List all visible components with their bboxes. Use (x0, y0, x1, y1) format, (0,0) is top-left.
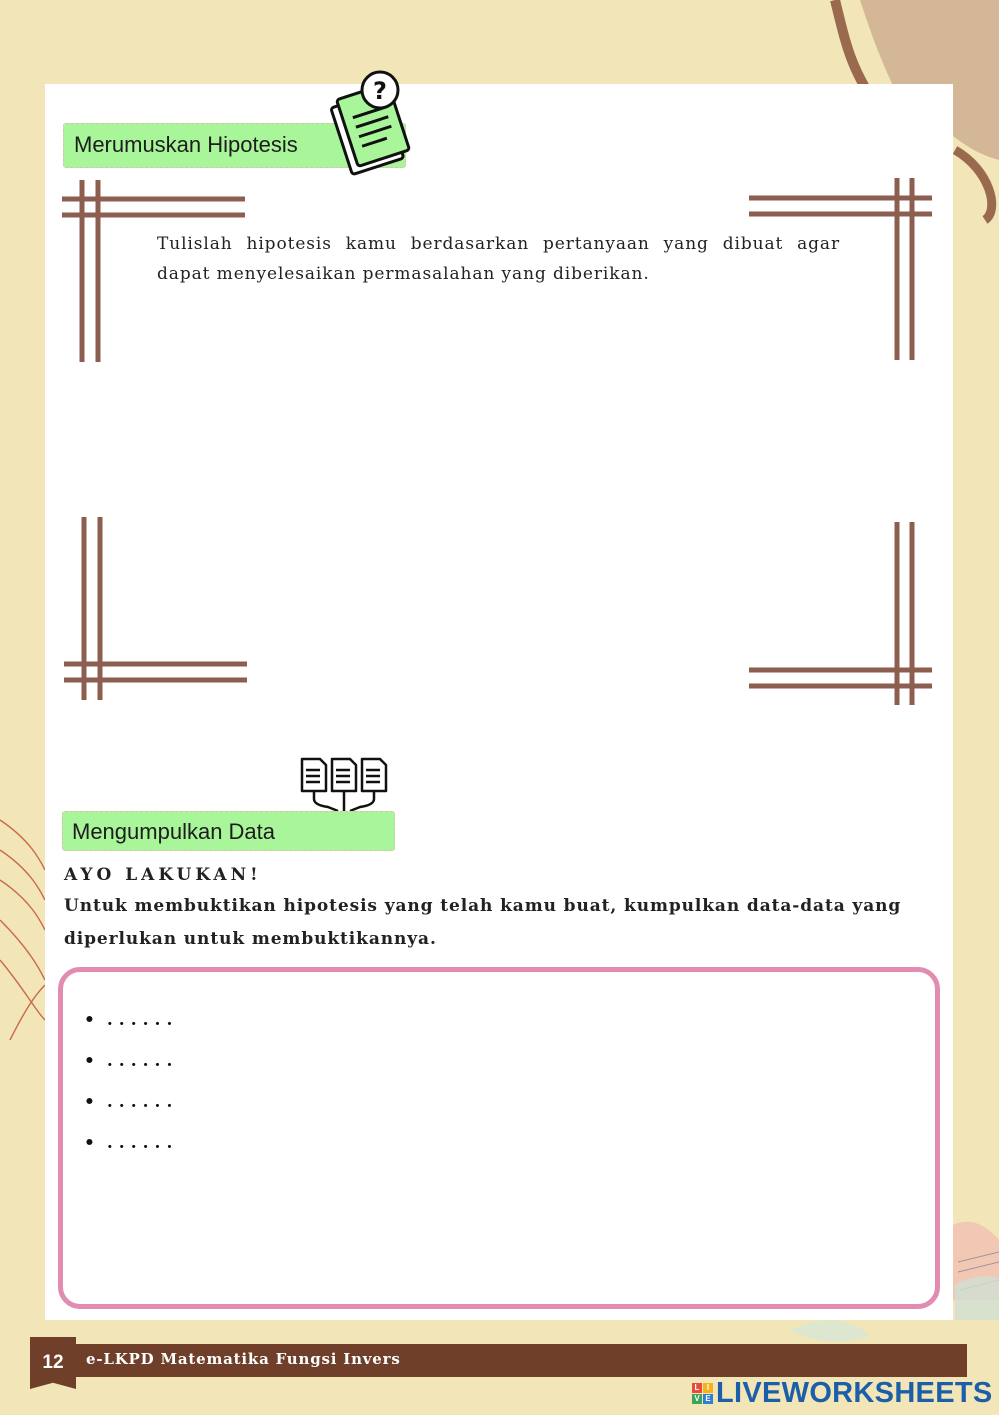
question-document-icon (325, 68, 420, 183)
hipotesis-instruction: Tulislah hipotesis kamu berdasarkan pertanyaan yang dibuat agar dapat menyelesaikan permasalahan yang diberikan. (157, 234, 840, 284)
list-item[interactable]: • ...... (84, 1051, 179, 1071)
section-title-hipotesis-text: Merumuskan Hipotesis (74, 132, 298, 157)
answer-placeholder: ...... (106, 1010, 179, 1030)
liveworksheets-logo (692, 1377, 993, 1410)
footer-title: e-LKPD Matematika Fungsi Invers (86, 1350, 401, 1368)
answer-box[interactable] (58, 967, 940, 1309)
answer-placeholder: ...... (106, 1051, 179, 1071)
logo-letter-e: E (703, 1394, 713, 1404)
section-title-data-text: Mengumpulkan Data (72, 819, 276, 844)
ayo-lakukan-heading: AYO LAKUKAN! (64, 865, 262, 885)
answer-placeholder: ...... (106, 1092, 179, 1112)
logo-letter-i: I (703, 1383, 713, 1393)
logo-letter-v: V (692, 1394, 702, 1404)
liveworksheets-icon (692, 1383, 713, 1404)
list-item[interactable]: • ...... (84, 1010, 179, 1030)
data-instruction: Untuk membuktikan hipotesis yang telah kamu buat, kumpulkan data-data yang diperlukan untuk membuktikannya. (64, 896, 902, 949)
section-title-data (62, 811, 395, 851)
page-number: 12 (42, 1352, 64, 1373)
answer-bullet-list (84, 1010, 178, 1174)
logo-letter-l: L (692, 1383, 702, 1393)
svg-text:?: ? (373, 77, 387, 105)
liveworksheets-text: LIVEWORKSHEETS (716, 1377, 993, 1409)
list-item[interactable]: • ...... (84, 1133, 179, 1153)
list-item[interactable]: • ...... (84, 1092, 179, 1112)
answer-placeholder: ...... (106, 1133, 179, 1153)
